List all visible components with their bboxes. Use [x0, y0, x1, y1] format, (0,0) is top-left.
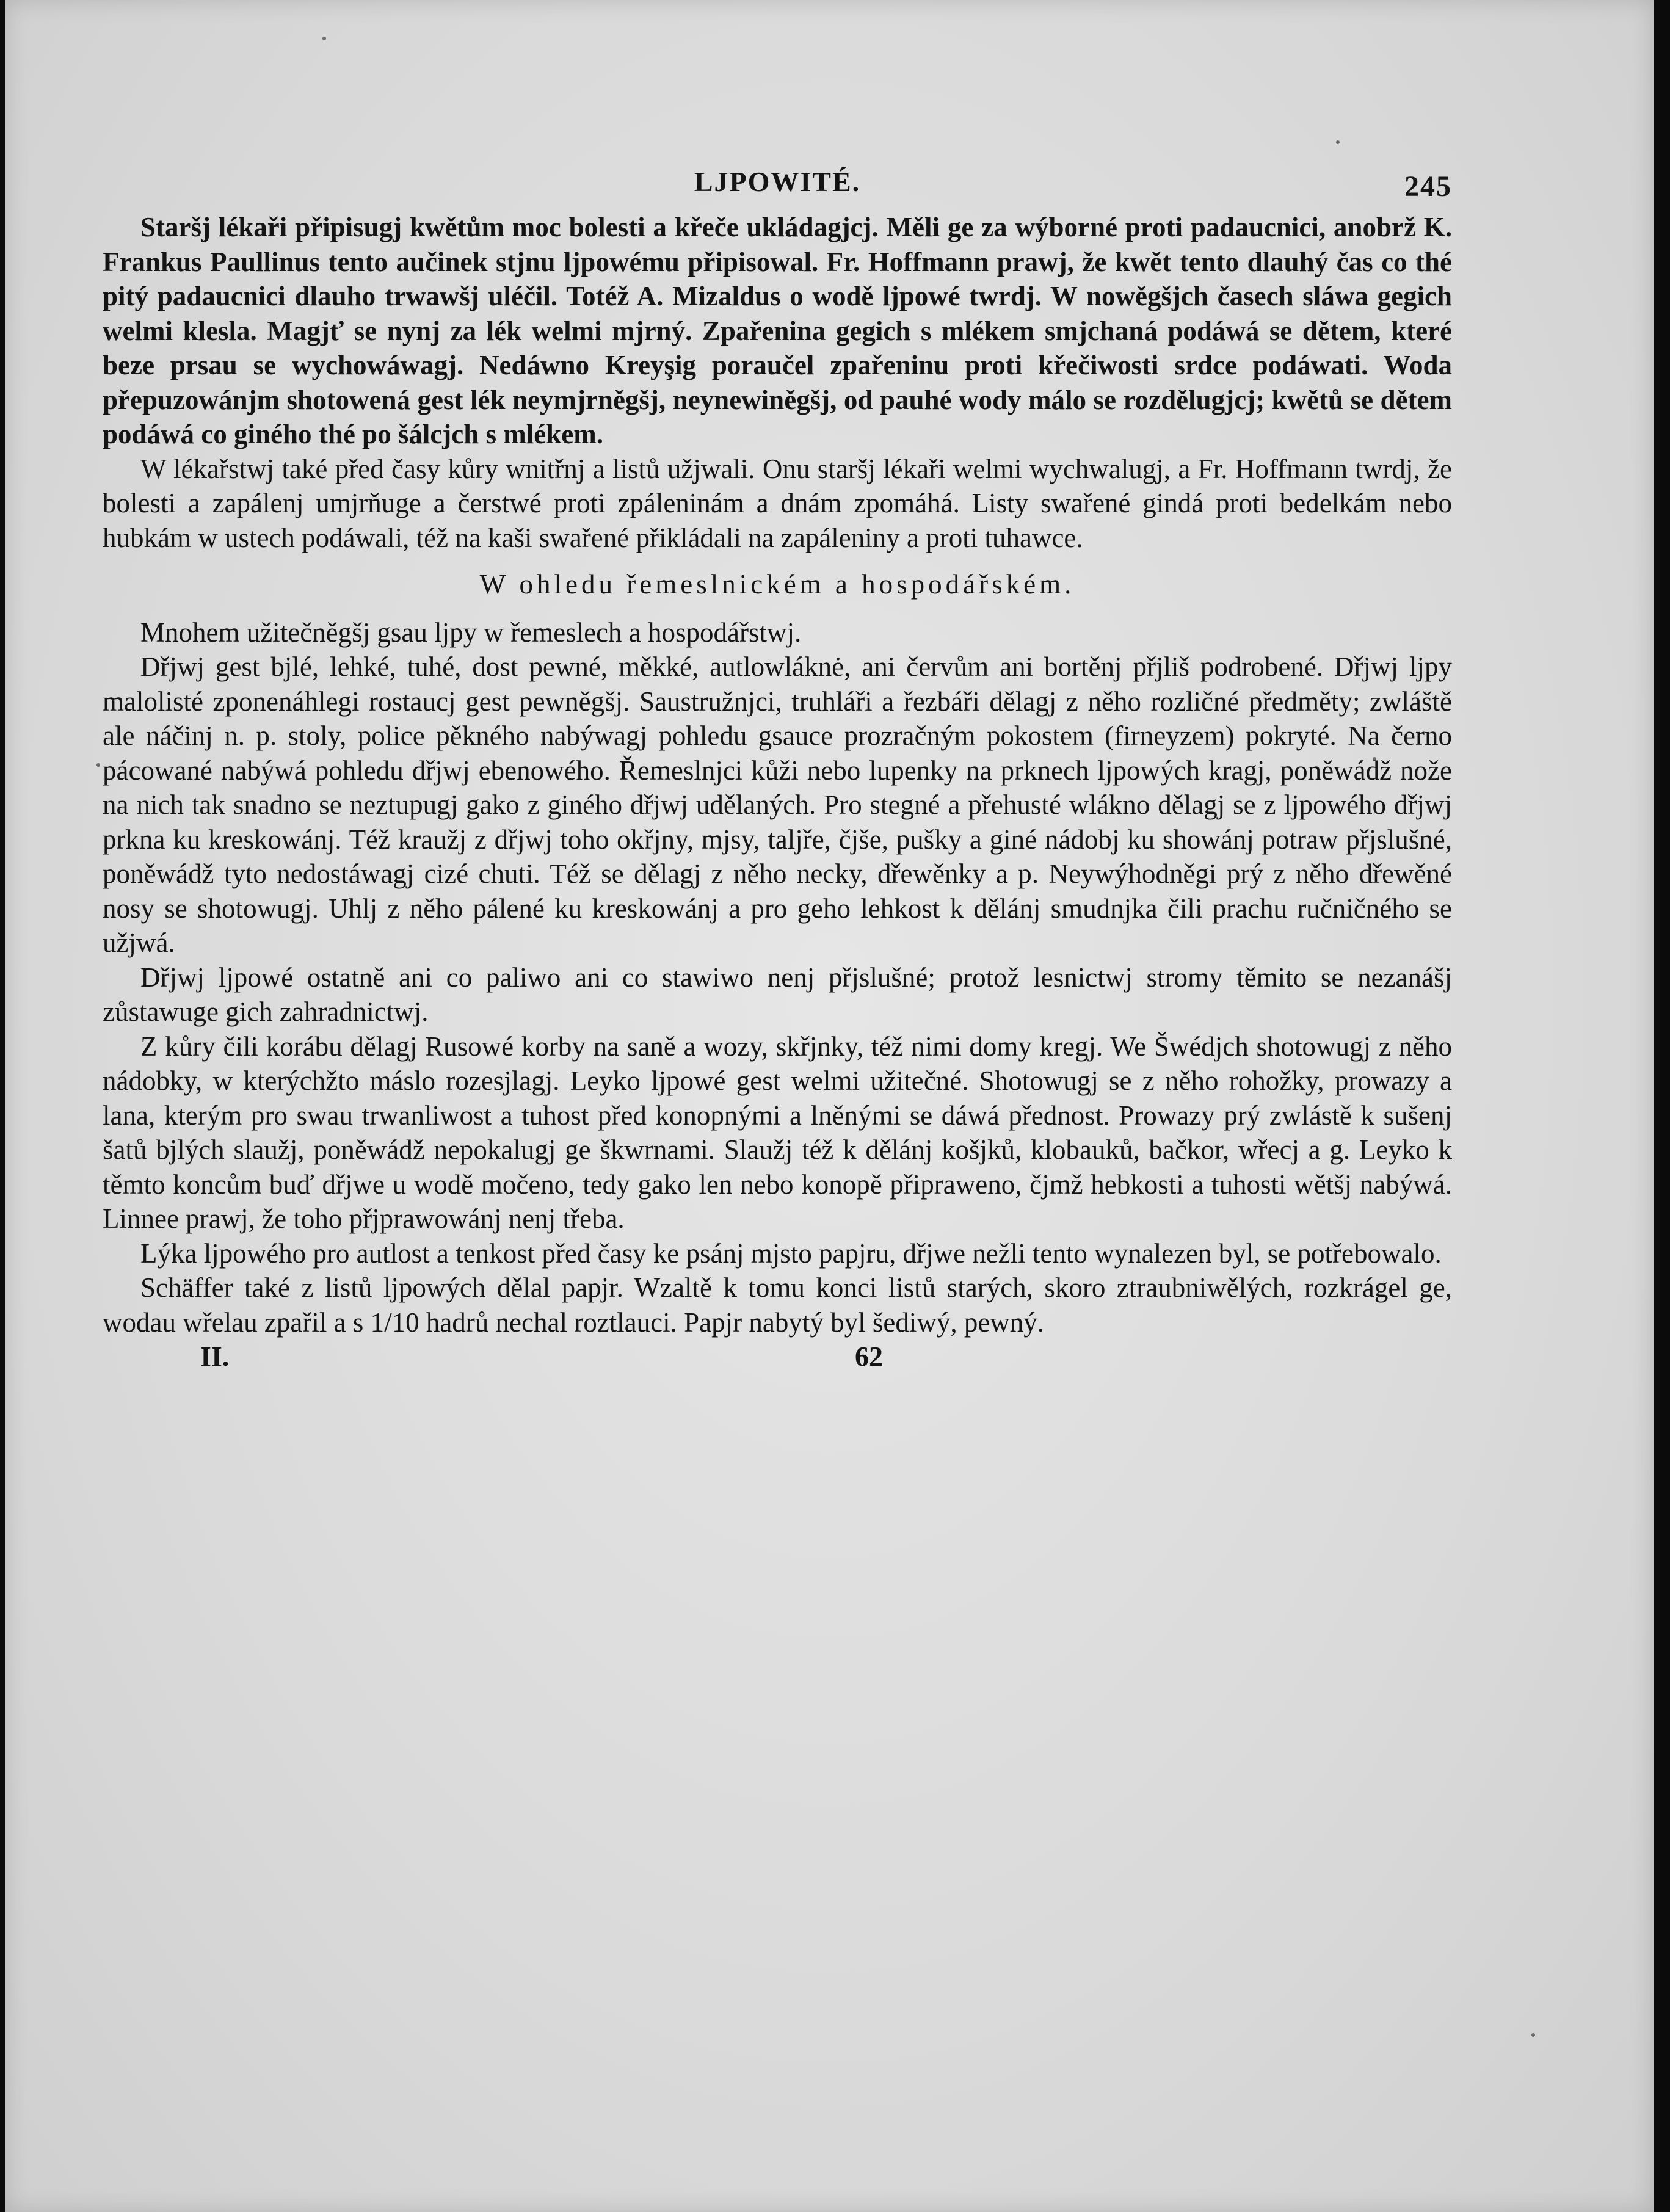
paragraph: Lýka ljpowého pro autlost a tenkost před časy ke psánj mjsto papjru, dřjwe nežli tento wynalezen byl, se potřebowalo.: [140, 1238, 1442, 1269]
scanned-page: [5, 0, 1654, 2212]
paragraph: Dřjwj ljpowé ostatně ani co paliwo ani co stawiwo nenj přjslušné; protož lesnictwj stromy těmito se nezanášj zůstawuge gich zahradnictwj.: [103, 962, 1452, 1027]
paragraph: W lékařstwj také před časy kůry wnitřnj a listů užjwali. Onu staršj lékaři welmi wychwalugj, a Fr. Hoffmann twrdj, že bolesti a zapálenj umjrňuge a čerstwé proti zpáleninám a dnám zpomáhá. Listy swařené gindá proti bedelkám nebo hubkám w ustech podáwali, též na kaši swařené přikládali na zapáleniny a proti tuhawce.: [103, 453, 1452, 553]
page-number: 245: [1404, 170, 1452, 203]
signature-mark: II.: [200, 1341, 230, 1372]
paragraph: Schäffer také z listů ljpowých dělal papjr. Wzaltě k tomu konci listů starých, skoro ztraubniwělých, rozkrágel ge, wodau wřelau zpařil a s 1/10 hadrů nechal roztlauci. Papjr nabytý byl šediwý, pewný.: [103, 1272, 1452, 1338]
paper-speck: [322, 37, 326, 40]
text-block: [103, 165, 1452, 1376]
paper-speck: [96, 763, 100, 767]
page-footer: [103, 1340, 1452, 1376]
paper-speck: [1531, 2033, 1535, 2037]
paragraph: Dřjwj gest bjlé, lehké, tuhé, dost pewné, měkké, autlowláknė, ani červům ani bortěnj přjliš podrobené. Dřjwj ljpy malolisté zponenáhlegi rostaucj gest pewněgšj. Saustružnjci, truhláři a řezbáři dělagj z něho rozličné předměty; zwláště ale náčinj n. p. stoly, police pěkného nabýwagj pohledu gsauce prozračným pokostem (firneyzem) pokryté. Na černo pácowané nabýwá pohledu dřjwj ebenowého. Řemeslnjci kůži nebo lupenky na prknech ljpowých kragj, poněwádž nože na nich tak snadno se neztupugj gako z giného dřjwj udělaných. Pro stegné a přehusté wlákno dělagj se z ljpowého dřjwj prkna ku kreskowánj. Též kraužj z dřjwj toho okřjny, mjsy, taljře, čjše, pušky a giné nádobj ku showánj potraw přjslušné, poněwádž tyto nedostáwagj cizé chuti. Též se dělagj z něho necky, dřewěnky a p. Neywýhodněgi prý z něho dřewěné nosy se shotowugj. Uhlj z něho pálené ku kreskowánj a pro geho lehkost k dělánj smudnjka čili prachu ručničného se užjwá.: [103, 651, 1452, 958]
paper-speck: [1336, 140, 1340, 144]
paragraph: Z kůry čili korábu dělagj Rusowé korby na saně a wozy, skřjnky, též nimi domy kregj. We Šwédjch shotowugj z něho nádobky, w kterýchžto máslo rozesjlagj. Leyko ljpowé gest welmi užitečné. Shotowugj se z něho rohožky, prowazy a lana, kterým pro swau trwanliwost a tuhost před konopnými a lněnými se dáwá přednost. Prowazy prý zwlástě k sušenj šatů bjlých slaužj, poněwádž nepokalugj ge škwrnami. Slaužj též k dělánj košjků, klobauků, bačkor, wřecj a g. Leyko k těmto koncům buď dřjwe u wodě močeno, tedy gako len nebo konopě připraweno, čjmž hebkosti a tuhosti wětšj nabýwá. Linnee prawj, že toho přjprawowánj nenj třeba.: [103, 1031, 1452, 1234]
paragraph: Staršj lékaři připisugj kwětům moc bolesti a křeče ukládagjcj. Měli ge za wýborné proti padaucnici, anobrž K. Frankus Paullinus tento aučinek stjnu ljpowému připisowal. Fr. Hoffmann prawj, že kwět tento dlauhý čas co thé pitý padaucnici dlauho trwawšj uléčil. Totéž A. Mizaldus o wodě ljpowé twrdj. W nowěgšjch časech sláwa gegich welmi klesla. Magjť se nynj za lék welmi mjrný. Zpařenina gegich s mlékem smjchaná podáwá se dětem, které beze prsau se wychowáwagj. Nedáwno Kreyşig poraučel zpařeninu proti křečiwosti srdce podáwati. Woda přepuzowánjm shotowená gest lék neymjrněgšj, neynewiněgšj, od pauhé wody málo se rozdělugjcj; kwětů se dětem podáwá co giného thé po šálcjch s mlékem.: [103, 212, 1452, 449]
running-header: [103, 165, 1452, 203]
section-heading: W ohledu řemeslnickém a hospodářském.: [479, 569, 1075, 600]
folio-number: 62: [855, 1341, 883, 1372]
paragraph: Mnohem užitečněgšj gsau ljpy w řemeslech a hospodářstwj.: [140, 617, 802, 648]
page-title: LJPOWITÉ.: [694, 166, 861, 197]
